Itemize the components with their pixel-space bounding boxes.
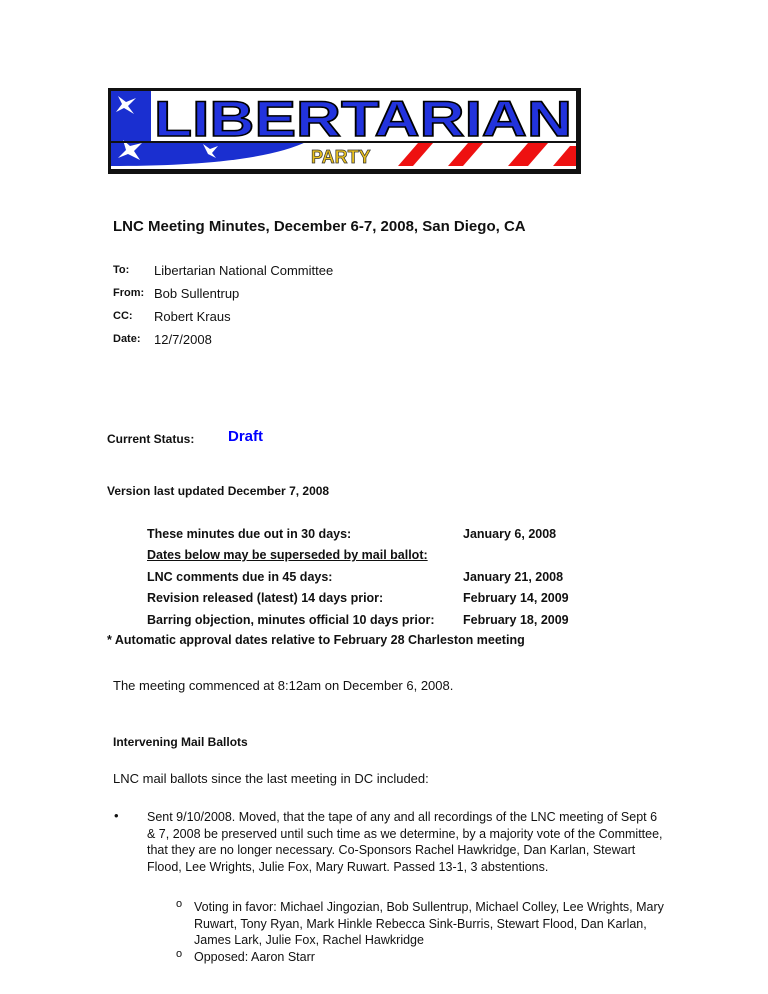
status-label: Current Status: bbox=[107, 432, 195, 446]
memo-value: Bob Sullentrup bbox=[154, 286, 240, 301]
memo-value: 12/7/2008 bbox=[154, 332, 212, 347]
schedule-label: These minutes due out in 30 days: bbox=[147, 527, 352, 541]
schedule-label: Dates below may be superseded by mail ballot: bbox=[147, 548, 428, 562]
bullet-icon: • bbox=[114, 808, 119, 823]
memo-label: From: bbox=[113, 287, 145, 299]
memo-label: Date: bbox=[113, 333, 141, 345]
version-line: Version last updated December 7, 2008 bbox=[107, 484, 330, 498]
section-intro: LNC mail ballots since the last meeting in DC included: bbox=[113, 771, 429, 786]
libertarian-party-logo bbox=[108, 88, 581, 174]
document-title: LNC Meeting Minutes, December 6-7, 2008, San Diego, CA bbox=[113, 218, 526, 235]
svg-text:PARTY: PARTY bbox=[311, 147, 371, 167]
memo-label: To: bbox=[113, 264, 130, 276]
schedule-date: January 21, 2008 bbox=[463, 570, 564, 584]
schedule-note: * Automatic approval dates relative to February 28 Charleston meeting bbox=[107, 633, 525, 647]
schedule-date: February 18, 2009 bbox=[463, 613, 569, 627]
schedule-label: Barring objection, minutes official 10 days prior: bbox=[147, 613, 435, 627]
sub-bullet-icon: o bbox=[176, 898, 183, 910]
vote-text: Opposed: Aaron Starr bbox=[194, 950, 315, 964]
commenced-text: The meeting commenced at 8:12am on December 6, 2008. bbox=[113, 678, 454, 693]
ballot-text: Sent 9/10/2008. Moved, that the tape of any and all recordings of the LNC meeting of Sept 6 & 7, 2008 be preserved until such time as we determine, by a majority vote of the Committee, that they are no longer necessary. Co-Sponsors Rachel Hawkridge, Dan Karlan, Stewart Flood, Lee Wrights, Julie Fox, Mary Ruwart. Passed 13-1, 3 abstentions. bbox=[147, 810, 663, 874]
memo-value: Libertarian National Committee bbox=[154, 263, 334, 278]
svg-text:LIBERTARIAN: LIBERTARIAN bbox=[154, 91, 572, 147]
status-badge: Draft bbox=[228, 428, 264, 445]
schedule-date: January 6, 2008 bbox=[463, 527, 557, 541]
section-heading: Intervening Mail Ballots bbox=[113, 735, 248, 749]
sub-bullet-icon: o bbox=[176, 948, 183, 960]
memo-label: CC: bbox=[113, 310, 133, 322]
memo-value: Robert Kraus bbox=[154, 309, 231, 324]
schedule-label: Revision released (latest) 14 days prior: bbox=[147, 591, 384, 605]
vote-text: Voting in favor: Michael Jingozian, Bob Sullentrup, Michael Colley, Lee Wrights, Mary Ruwart, Tony Ryan, Mark Hinkle Rebecca Sink-Burris, Stewart Flood, Dan Karlan, James Lark, Julie Fox, Rachel Hawkridge bbox=[194, 900, 664, 947]
schedule-date: February 14, 2009 bbox=[463, 591, 569, 605]
schedule-label: LNC comments due in 45 days: bbox=[147, 570, 333, 584]
